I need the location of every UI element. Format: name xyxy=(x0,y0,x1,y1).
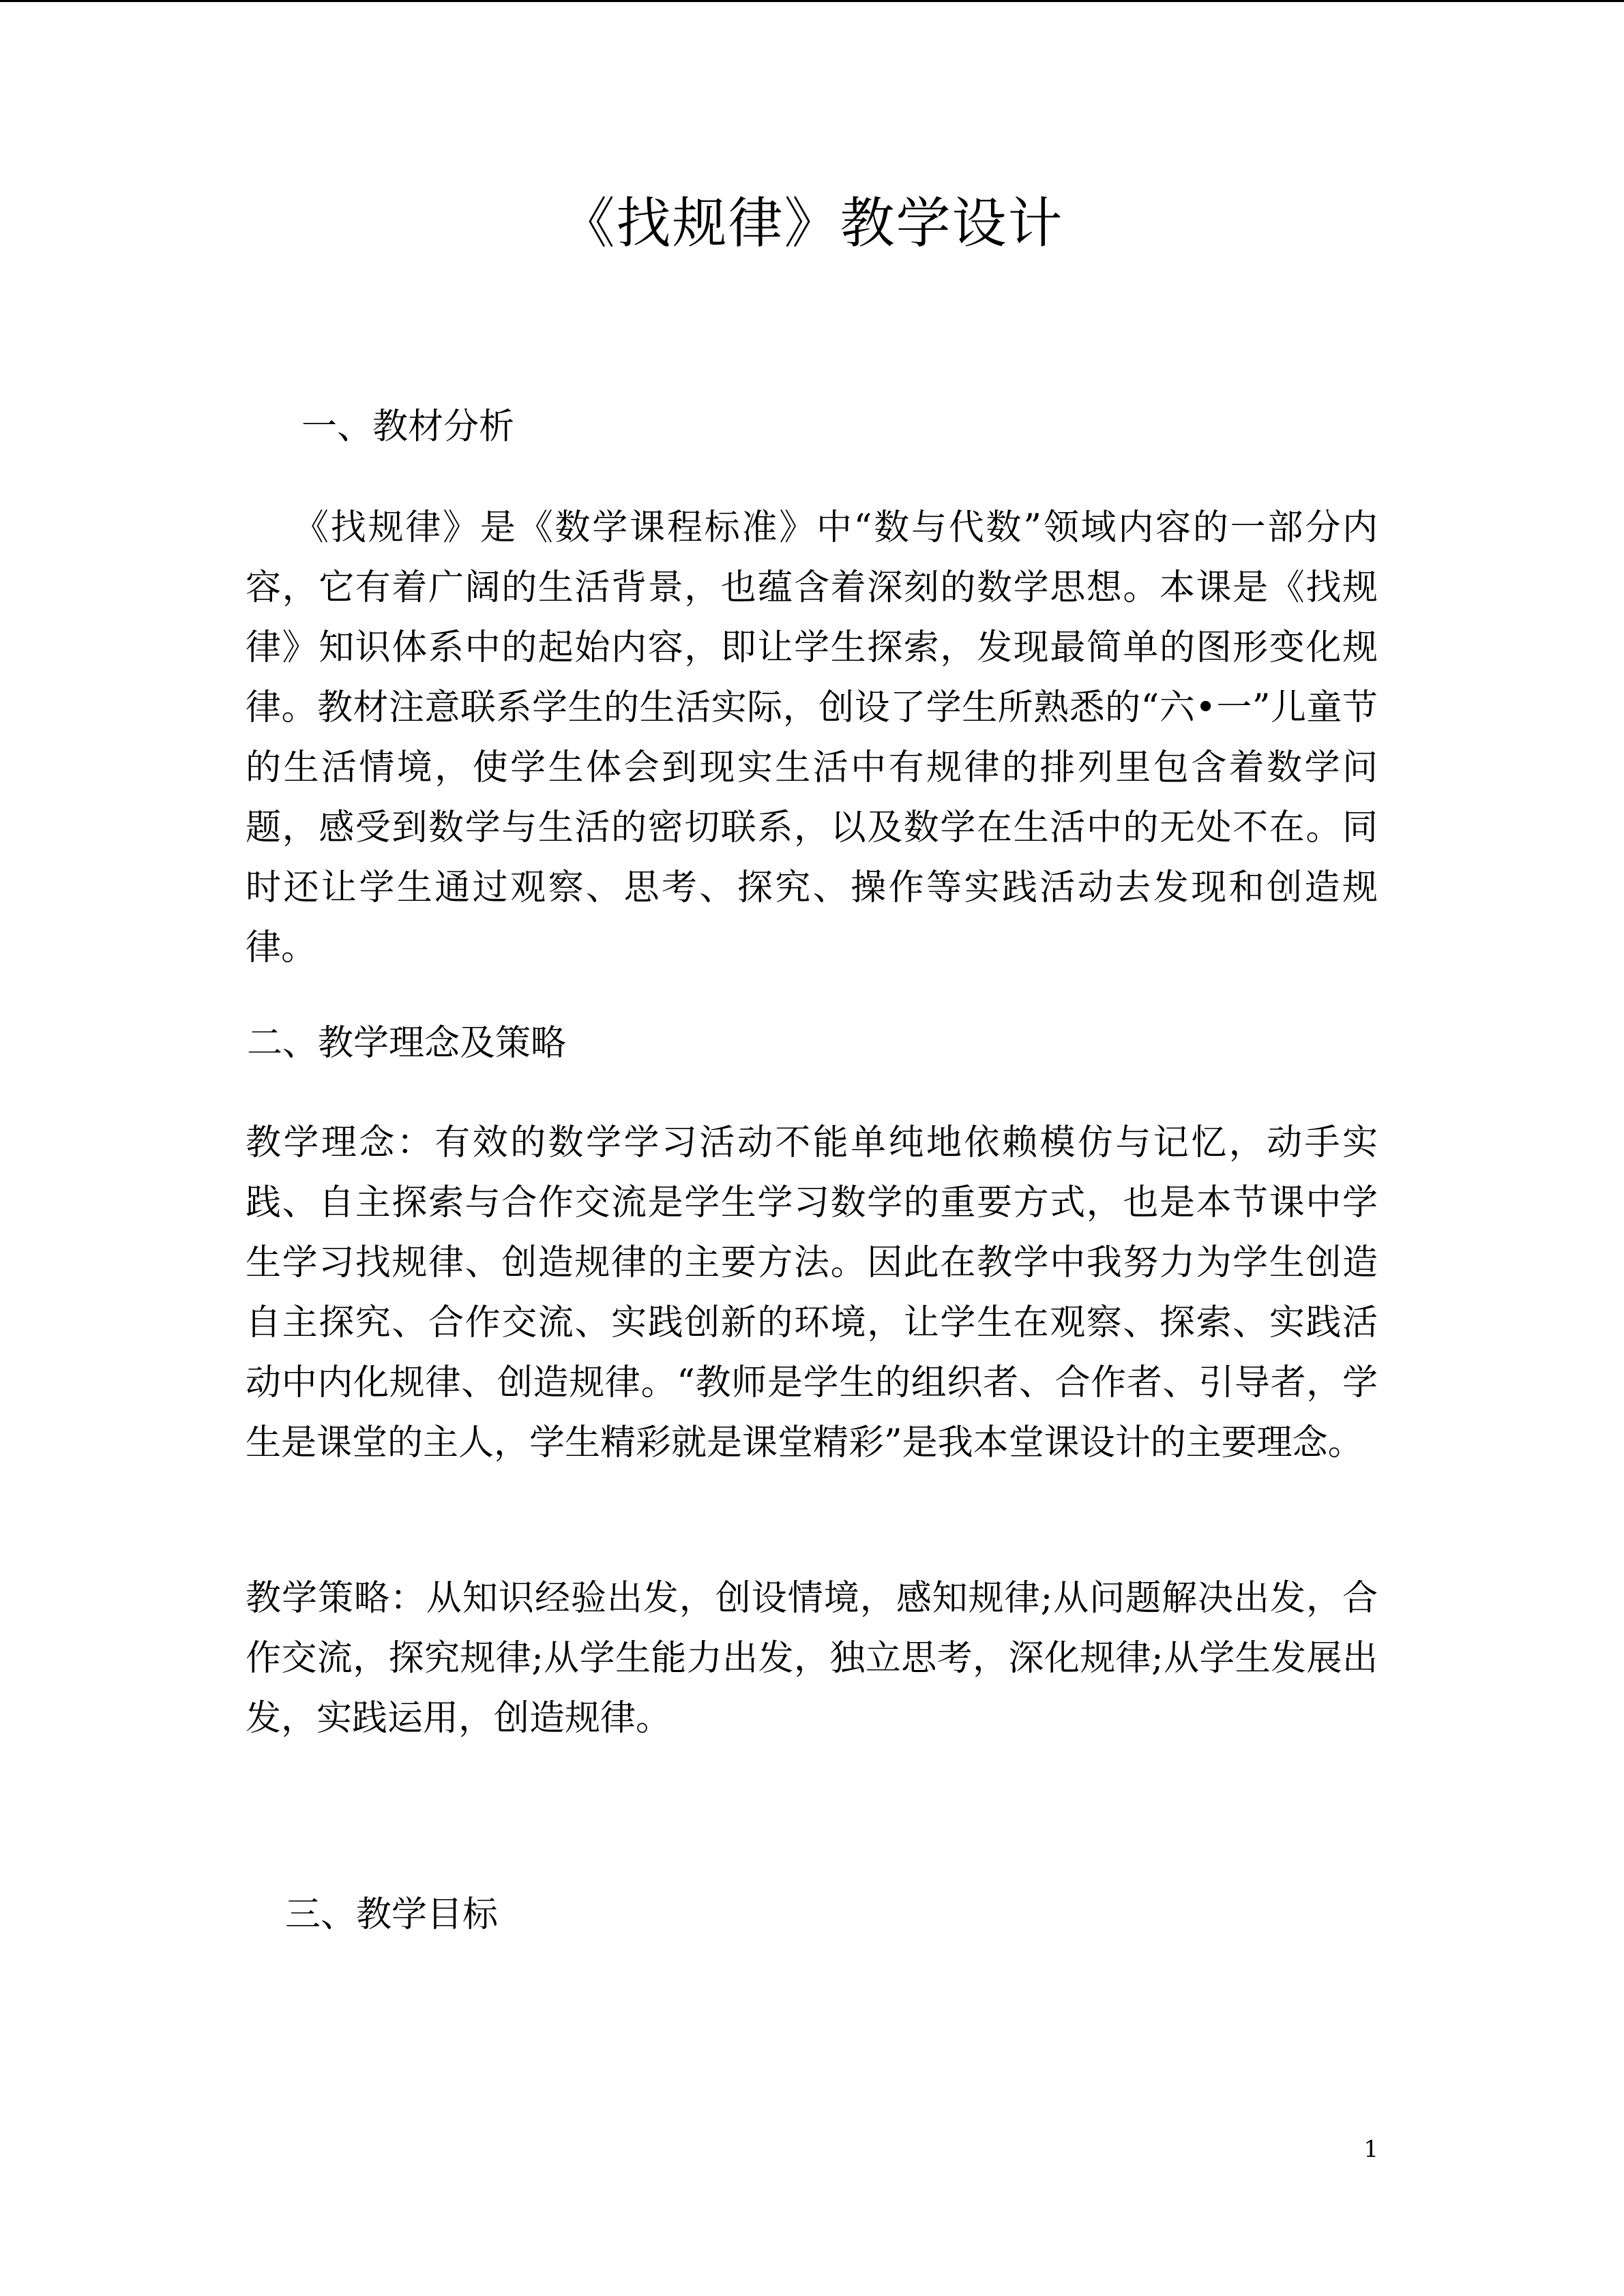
section-heading-3: 三、教学目标 xyxy=(285,1894,499,1935)
section-1-paragraph: 《找规律》是《数学课程标准》中“数与代数”领域内容的一部分内容，它有着广阔的生活背景，也蕴含着深刻的数学思想。本课是《找规律》知识体系中的起始内容，即让学生探索，发现最简单的图形变化规律。教材注意联系学生的生活实际，创设了学生所熟悉的“六•一”儿童节的生活情境，使学生体会到现实生活中有规律的排列里包含着数学问题，感受到数学与生活的密切联系，以及数学在生活中的无处不在。同时还让学生通过观察、思考、探究、操作等实践活动去发现和创造规律。 xyxy=(246,507,1378,968)
section-heading-1: 一、教材分析 xyxy=(301,406,515,447)
teaching-concept-paragraph: 教学理念：有效的数学学习活动不能单纯地依赖模仿与记忆，动手实践、自主探索与合作交流是学生学习数学的重要方式，也是本节课中学生学习找规律、创造规律的主要方法。因此在教学中我努力为学生创造自主探究、合作交流、实践创新的环境，让学生在观察、探索、实践活动中内化规律、创造规律。“教师是学生的组织者、合作者、引导者，学生是课堂的主人，学生精彩就是课堂精彩”是我本堂课设计的主要理念。 xyxy=(246,1122,1378,1463)
section-heading-2: 二、教学理念及策略 xyxy=(247,1023,567,1064)
top-border-line xyxy=(0,0,1624,2)
page-number: 1 xyxy=(1363,2136,1378,2163)
document-title: 《找规律》教学设计 xyxy=(560,192,1064,255)
teaching-strategy-paragraph: 教学策略：从知识经验出发，创设情境，感知规律;从问题解决出发，合作交流，探究规律;从学生能力出发，独立思考，深化规律;从学生发展出发，实践运用，创造规律。 xyxy=(246,1578,1378,1739)
